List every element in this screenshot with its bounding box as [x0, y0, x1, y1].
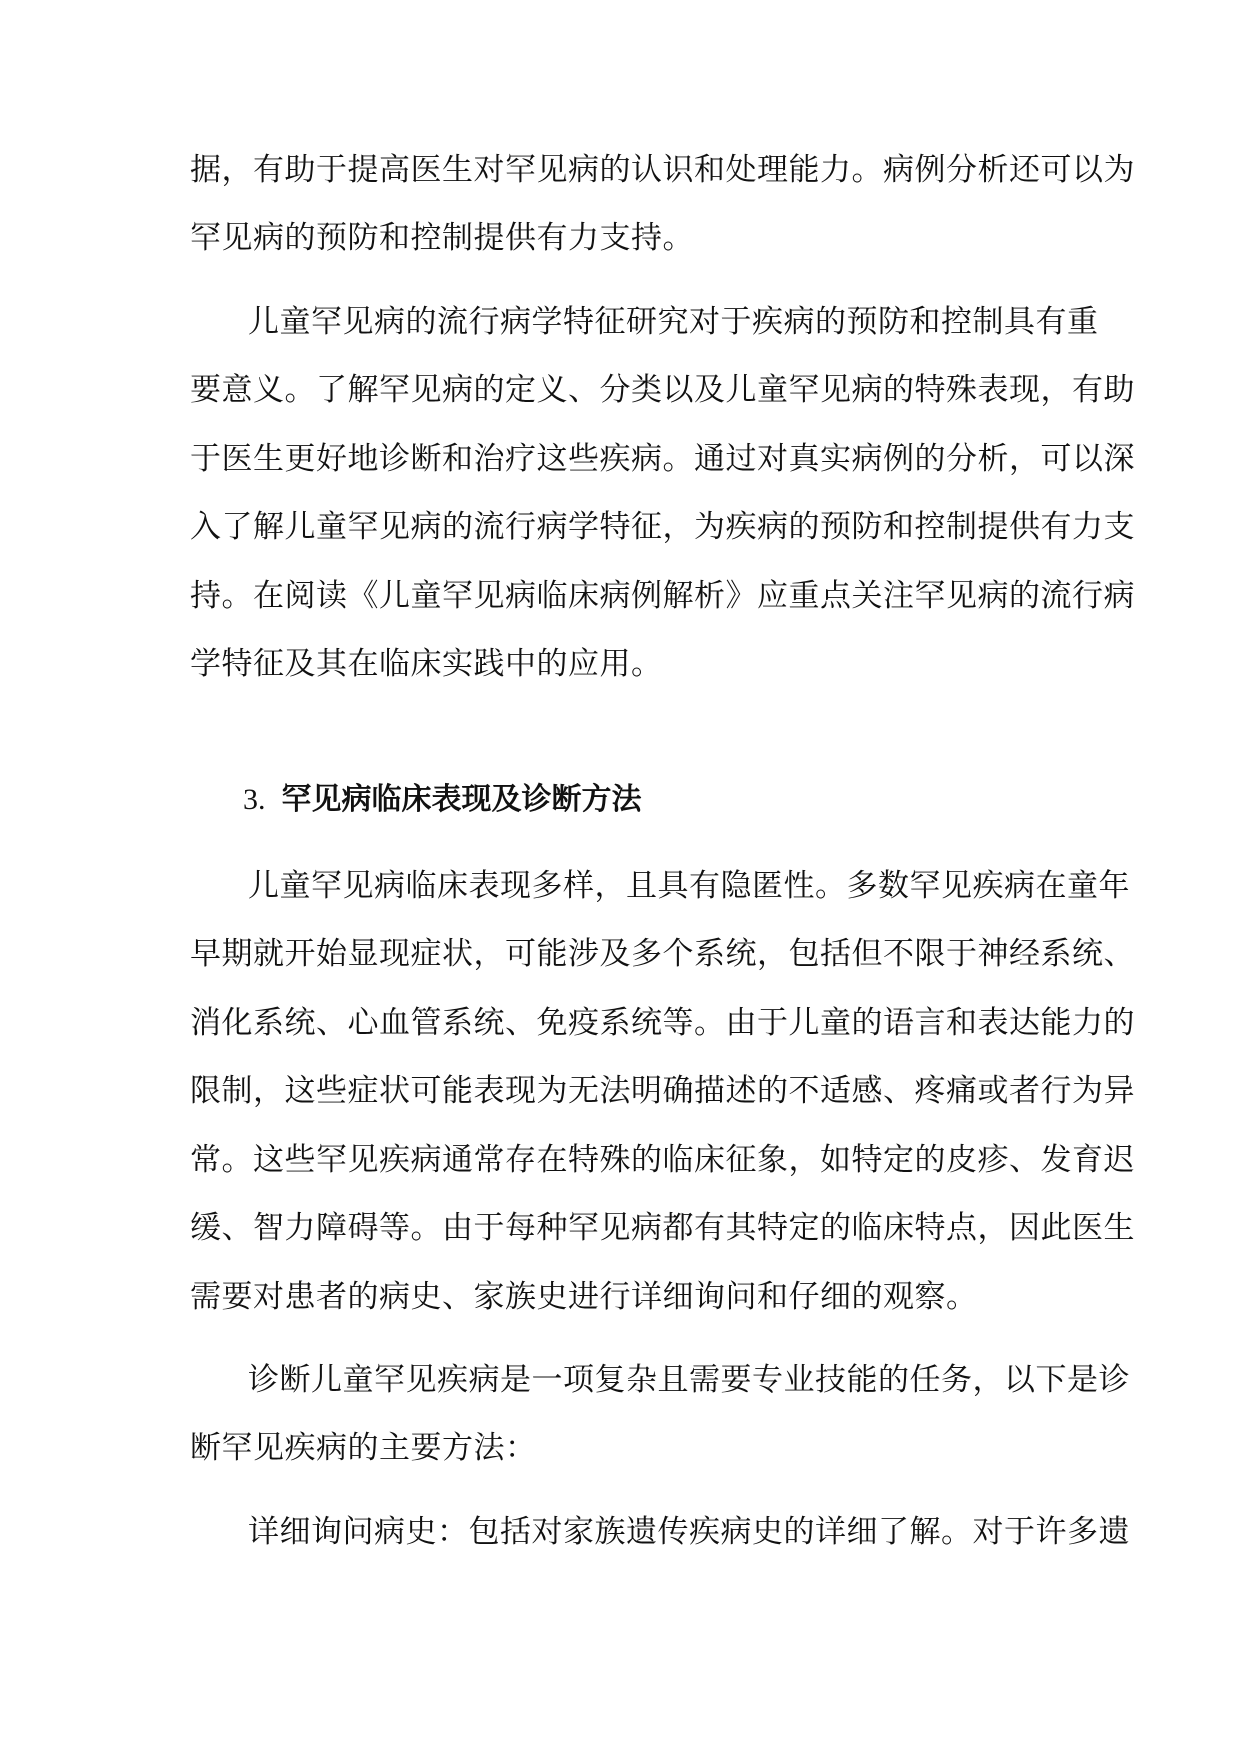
paragraph-line: 持。在阅读《儿童罕见病临床病例解析》应重点关注罕见病的流行病: [190, 578, 1135, 614]
paragraph-line: 限制，这些症状可能表现为无法明确描述的不适感、疼痛或者行为异: [190, 1073, 1135, 1109]
section-heading: [243, 780, 642, 820]
paragraph-line: 据，有助于提高医生对罕见病的认识和处理能力。病例分析还可以为: [190, 152, 1135, 188]
paragraph-line: 罕见病的预防和控制提供有力支持。: [190, 220, 694, 256]
section-number: 3.: [243, 783, 266, 816]
paragraph-line: 儿童罕见病临床表现多样，且具有隐匿性。多数罕见疾病在童年: [248, 868, 1130, 904]
paragraph-line: 学特征及其在临床实践中的应用。: [190, 646, 663, 682]
paragraph-line: 详细询问病史：包括对家族遗传疾病史的详细了解。对于许多遗: [248, 1514, 1130, 1550]
paragraph-line: 缓、智力障碍等。由于每种罕见病都有其特定的临床特点，因此医生: [190, 1210, 1135, 1246]
paragraph-line: 常。这些罕见疾病通常存在特殊的临床征象，如特定的皮疹、发育迟: [190, 1142, 1135, 1178]
paragraph-line: 于医生更好地诊断和治疗这些疾病。通过对真实病例的分析，可以深: [190, 441, 1135, 477]
paragraph-line: 要意义。了解罕见病的定义、分类以及儿童罕见病的特殊表现，有助: [190, 372, 1135, 408]
paragraph-line: 入了解儿童罕见病的流行病学特征，为疾病的预防和控制提供有力支: [190, 509, 1135, 545]
paragraph-line: 需要对患者的病史、家族史进行详细询问和仔细的观察。: [190, 1279, 978, 1315]
paragraph-line: 儿童罕见病的流行病学特征研究对于疾病的预防和控制具有重: [248, 304, 1099, 340]
paragraph-line: 消化系统、心血管系统、免疫系统等。由于儿童的语言和表达能力的: [190, 1005, 1135, 1041]
paragraph-line: 诊断儿童罕见疾病是一项复杂且需要专业技能的任务，以下是诊: [248, 1362, 1130, 1398]
section-title: 罕见病临床表现及诊断方法: [281, 782, 642, 817]
paragraph-line: 断罕见疾病的主要方法：: [190, 1430, 537, 1466]
paragraph-line: 早期就开始显现症状，可能涉及多个系统，包括但不限于神经系统、: [190, 936, 1135, 972]
